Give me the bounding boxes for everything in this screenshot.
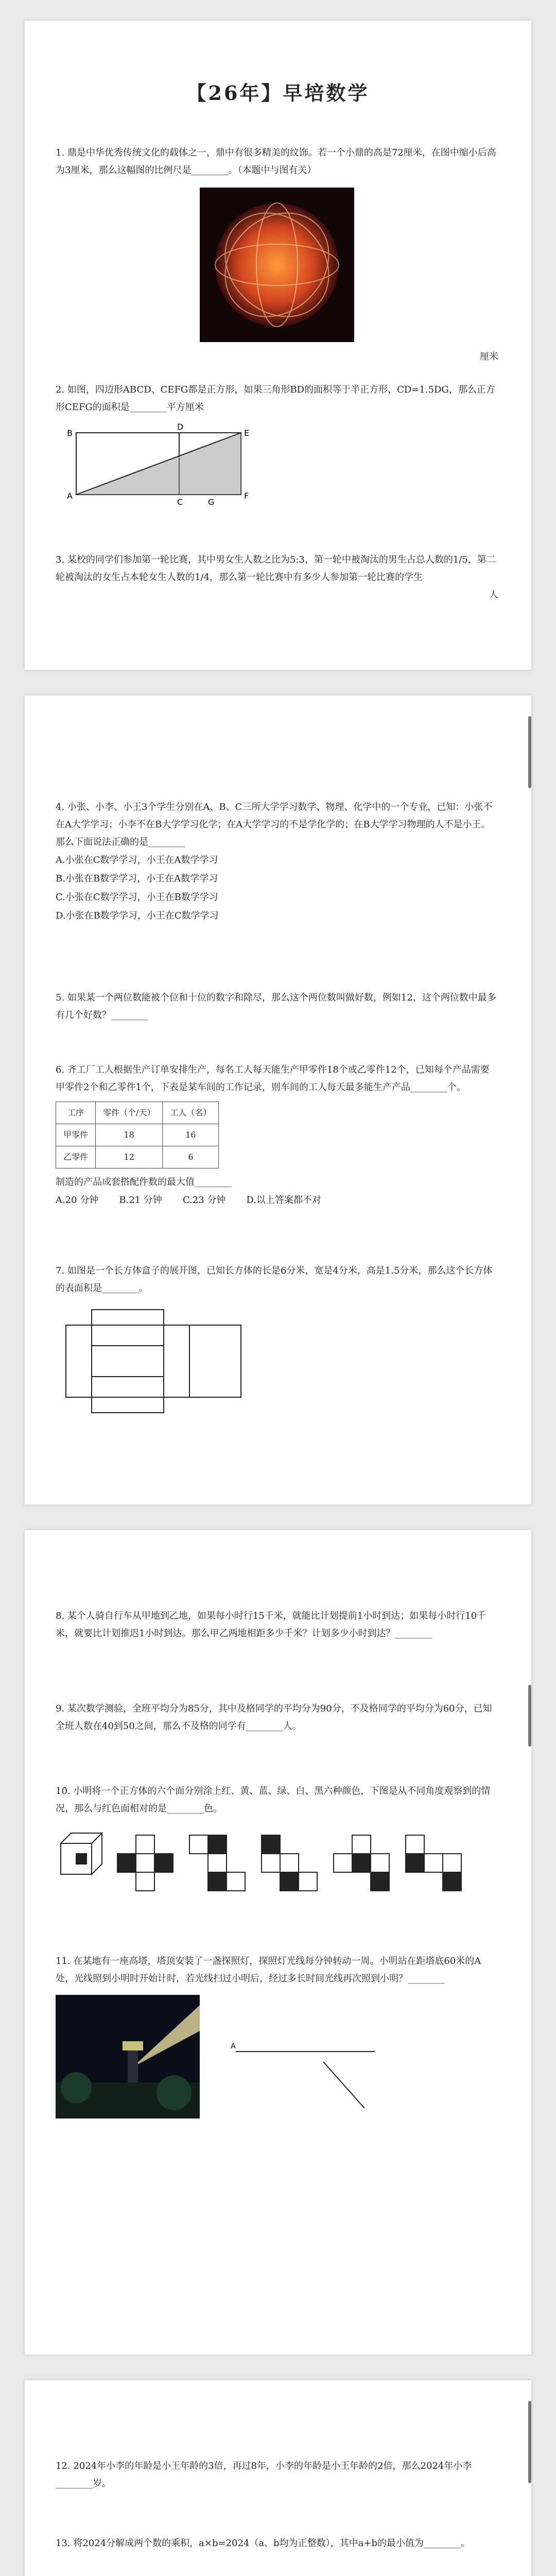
- q4-option-a[interactable]: A.小张在C数学学习，小王在A数学学习: [56, 855, 218, 866]
- question-7: [56, 1262, 498, 1424]
- q6-text: 6. 齐工厂工人根据生产订单安排生产，每名工人每天能生产甲零件18个或乙零件12个，已知每个产品需要甲零件2个和乙零件1个，下表是某车间的工作记录，则车间的工人每天最多能生产产品________个。: [56, 1064, 490, 1093]
- page-2: [25, 696, 531, 1504]
- q10-cubes-figure: [56, 1823, 498, 1905]
- page-3: [25, 1530, 531, 2354]
- q11-line-figure: [231, 2036, 385, 2119]
- question-13: [56, 2535, 498, 2552]
- q13-text: 13. 将2024分解成两个数的乘积，a×b=2024（a、b均为正整数），其中a+b的最小值为________。: [56, 2538, 470, 2549]
- q6-option-a[interactable]: A.20 分钟: [56, 1195, 99, 1206]
- q6-table: [56, 1101, 219, 1168]
- q11-text: 11. 在某地有一座高塔，塔顶安装了一盏探照灯，探照灯光线每分钟转动一周。小明站在距塔底60米的A处，光线照到小明时开始计时，若光线扫过小明后，经过多长时间光线再次照到小明？________: [56, 1956, 481, 1984]
- q6-r1-c2: 6: [163, 1146, 219, 1168]
- scrollbar[interactable]: [528, 2401, 531, 2483]
- page-4: [25, 2380, 531, 2576]
- ball-photo: [200, 188, 354, 342]
- question-8: [56, 1607, 498, 1642]
- q6-th-1: 零件（个/天）: [96, 1102, 163, 1124]
- q9-text: 9. 某次数学测验，全班平均分为85分，其中及格同学的平均分为90分，不及格同学的平均分为60分，已知全班人数在40到50之间，那么不及格的同学有________人。: [56, 1703, 492, 1732]
- q6-th-0: 工序: [56, 1102, 96, 1124]
- q6-option-b[interactable]: B.21 分钟: [119, 1195, 162, 1206]
- q4-option-d[interactable]: D.小张在B数学学习，小王在C数学学习: [56, 910, 219, 921]
- page-1: [25, 21, 531, 670]
- question-2: [56, 381, 498, 516]
- q6-r0-c2: 16: [163, 1124, 219, 1146]
- question-10: [56, 1783, 498, 1911]
- q11-caption: A: [231, 2042, 236, 2050]
- q2-label-g: G: [208, 497, 215, 507]
- q2-label-b: B: [67, 428, 73, 438]
- q12-text: 12. 2024年小李的年龄是小王年龄的3倍，再过8年，小李的年龄是小王年龄的2倍，那么2024年小李________岁。: [56, 2461, 472, 2489]
- question-9: [56, 1700, 498, 1735]
- q6-after: 制造的产品成套搭配件数的最大值________: [56, 1177, 232, 1188]
- q4-option-b[interactable]: B.小张在B数学学习，小王在A数学学习: [56, 873, 218, 884]
- question-1: [56, 144, 498, 366]
- q8-text: 8. 某个人骑自行车从甲地到乙地，如果每小时行15千米，就能比计划提前1小时到达；如果每小时行10千米，就要比计划推迟1小时到达。那么甲乙两地相距多少千米？计划多少小时到达？________: [56, 1611, 486, 1639]
- q10-text: 10. 小明将一个正方体的六个面分别涂上红、黄、蓝、绿、白、黑六种颜色，下图是从不同角度观察到的情况，那么与红色面相对的是________色。: [56, 1786, 491, 1814]
- question-12: [56, 2458, 498, 2493]
- q2-label-c: C: [177, 497, 183, 507]
- q6-option-c[interactable]: C.23 分钟: [182, 1195, 226, 1206]
- question-4: [56, 799, 498, 925]
- q3-unit: 人: [489, 589, 498, 600]
- q6-option-d[interactable]: D.以上答案都不对: [246, 1195, 321, 1206]
- q2-label-e: E: [244, 428, 250, 438]
- q1-text: 1. 鼎是中华优秀传统文化的载体之一，鼎中有很多精美的纹饰。若一个小鼎的高是72厘米，在图中缩小后高为3厘米，那么这幅图的比例尺是________。（本题中与图有关）: [56, 147, 496, 176]
- q2-text: 2. 如图，四边形ABCD、CEFG都是正方形，如果三角形BD的面积等于半正方形，CD=1.5DG，那么正方形CEFG的面积是________平方厘米: [56, 384, 495, 413]
- q6-r1-c1: 12: [96, 1146, 163, 1168]
- q6-r0-c1: 18: [96, 1124, 163, 1146]
- q2-figure: [56, 422, 272, 510]
- doc-title: 【26年】早培数学: [186, 81, 370, 105]
- q3-text: 3. 某校的同学们参加第一轮比赛，其中男女生人数之比为5:3，第一轮中被淘汰的男生占总人数的1/5，第二轮被淘汰的女生占本轮女生人数的1/4，那么第一轮比赛中有多少人参加第一轮比赛的学生: [56, 554, 496, 583]
- q7-net-figure: [56, 1304, 262, 1418]
- q11-tower-photo: [56, 1995, 200, 2119]
- question-11: [56, 1953, 498, 2119]
- scrollbar[interactable]: [528, 1685, 531, 1747]
- question-3: [56, 551, 498, 604]
- q2-label-f: F: [244, 491, 249, 501]
- q5-text: 5. 如果某一个两位数能被个位和十位的数字和除尽，那么这个两位数叫做好数，例如12，这个两位数中最多有几个好数？________: [56, 992, 496, 1021]
- q6-r1-c0: 乙零件: [56, 1146, 96, 1168]
- q2-label-d: D: [177, 422, 184, 432]
- scrollbar[interactable]: [528, 716, 531, 788]
- q6-th-2: 工人（名）: [163, 1102, 219, 1124]
- q4-option-c[interactable]: C.小张在C数学学习，小王在B数学学习: [56, 892, 218, 903]
- q2-label-a: A: [67, 491, 73, 501]
- q7-text: 7. 如图是一个长方体盒子的展开图，已知长方体的长是6分米，宽是4分米，高是1.5分米，那么这个长方体的表面积是________。: [56, 1265, 493, 1294]
- question-6: [56, 1061, 498, 1210]
- q1-blank: 厘米: [480, 351, 498, 362]
- question-5: [56, 989, 498, 1024]
- q6-r0-c0: 甲零件: [56, 1124, 96, 1146]
- q4-text: 4. 小张、小李、小王3个学生分别在A、B、C三所大学学习数学、物理、化学中的一个专业，已知：小张不在A大学学习；小李不在B大学学习化学；在A大学学习的不是学化学的；在B大学学习物理的人不是小王。那么下面说法正确的是________: [56, 802, 493, 848]
